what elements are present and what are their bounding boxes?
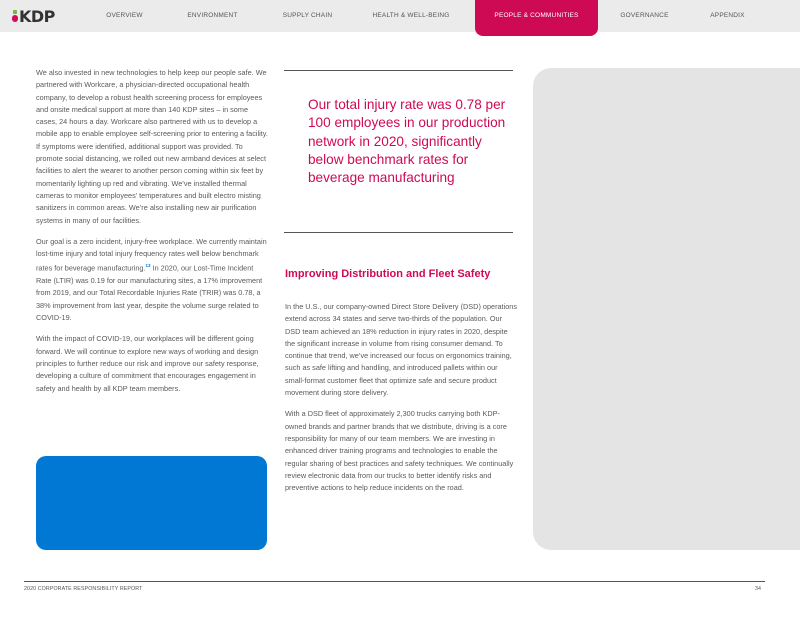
- footer-divider: [24, 581, 765, 582]
- gray-image-placeholder: [533, 68, 800, 550]
- paragraph-covid-impact: With the impact of COVID-19, our workplaces will be different going forward. We will continue to explore new ways of working and design principles to further reduce our risk and improve our safety response, developing a culture of commitment that encourages engagement in safety and health by all KDP team members.: [36, 334, 259, 393]
- quote-bottom-divider: [284, 232, 513, 233]
- middle-column: [285, 301, 517, 503]
- quote-top-divider: [284, 70, 513, 71]
- top-nav-bar: [0, 0, 800, 32]
- paragraph-goal: [36, 236, 268, 325]
- paragraph-technologies: We also invested in new technologies to help keep our people safe. We partnered with Workcare, a physician-directed occupational health company, to develop a robust health screening process for employees and onsite medical support at more than 140 KDP sites – in some cases, 24 hours a day. Workcare also partnered with us to develop a mobile app to enable employee self-screening prior to entering a facility. If symptoms were identified, additional support was provided. To promote social distancing, we rolled out new armband devices at select facilities to alert the wearer to another person coming within six feet by momentarily lighting up red and vibrating. We’ve installed thermal cameras to monitor employees’ temperatures and built electro misting sanitizers in common areas. We’re also installing new air purification systems in many of our facilities.: [36, 68, 268, 225]
- nav-governance[interactable]: GOVERNANCE: [620, 12, 669, 19]
- paragraph-dsd-fleet: With a DSD fleet of approximately 2,300 trucks carrying both KDP-owned brands and partner brands that we distribute, driving is a core responsibility for many of our team members. We are investing in enhanced driver training programs and technologies to enable the regular sharing of best practices and safety techniques. We continually review electronic data from our trucks to better identify risks and preventive actions to help reduce incidents on the road.: [285, 409, 514, 493]
- kdp-logo[interactable]: [12, 7, 55, 25]
- kdp-logo-icon: [12, 9, 18, 23]
- goal-text-end: In 2020, our Lost-Time Incident Rate (LTIR) was 0.19 for our manufacturing sites, a 17% improvement from 2019, and our Total Recordable Injuries Rate (TRIR) was 0.78, a 38% improvement from last year, despite the volume surge related to COVID-19.: [36, 263, 263, 323]
- nav-health-well-being[interactable]: HEALTH & WELL-BEING: [372, 12, 450, 19]
- footer-report-title: 2020 CORPORATE RESPONSIBILITY REPORT: [24, 586, 143, 592]
- nav-supply-chain[interactable]: SUPPLY CHAIN: [282, 12, 333, 19]
- paragraph-dsd-operations: In the U.S., our company-owned Direct Store Delivery (DSD) operations extend across 34 states and serve two-thirds of the population. Our DSD team achieved an 18% reduction in injury rates in 2020, despite the significant increase in volume from rising consumer demand. To continue that trend, we’ve increased our focus on ergonomics training, such as safe lifting and handling, and introduced pallets within our small-format customer fleet that optimize safe and secure product movement during store delivery.: [285, 302, 517, 398]
- pull-quote: Our total injury rate was 0.78 per 100 employees in our production network in 2020, significantly below benchmark rates for beverage manufacturing: [308, 97, 506, 186]
- logo-text: KDP: [19, 6, 55, 26]
- nav-appendix[interactable]: APPENDIX: [710, 12, 745, 19]
- left-column: [36, 67, 268, 404]
- nav-people-communities[interactable]: PEOPLE & COMMUNITIES: [475, 0, 598, 36]
- blue-image-placeholder: [36, 456, 267, 550]
- footnote-link[interactable]: 13: [145, 263, 151, 269]
- section-heading: Improving Distribution and Fleet Safety: [285, 268, 491, 280]
- page-number: 34: [755, 586, 761, 592]
- nav-environment[interactable]: ENVIRONMENT: [187, 12, 238, 19]
- nav-overview[interactable]: OVERVIEW: [106, 12, 143, 19]
- goal-text-start: Our goal is a zero incident, injury-free workplace. We currently maintain lost-time injury and total injury frequency rates well below benchmark rates for beverage manufacturing.: [36, 236, 267, 273]
